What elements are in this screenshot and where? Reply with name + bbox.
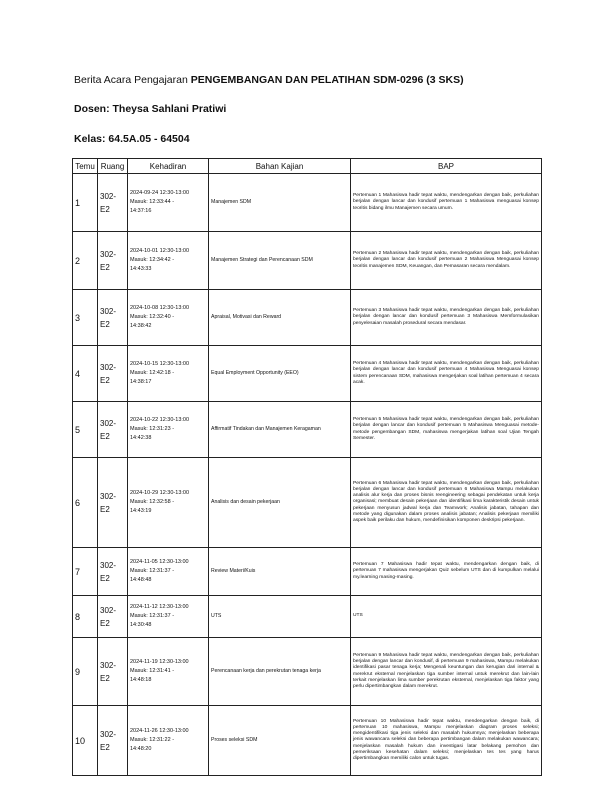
kehadiran-cell xyxy=(128,706,209,776)
temu-cell: 6 xyxy=(73,458,98,548)
bap-cell: Pertemuan 9 Mahasiswa hadir tepat waktu, mendengarkan dengan baik, perkuliahan berjalan dengan lancar dan kondusif, di pertemuan 9 mahasiswa, Mampu melakukan identifikasi pasar tenaga kerja; Mengenali keuntungan dan kerugian dari internal & merekrut eksternal menjelaskan tiga sumber internal untuk merekrut dan lain-lain terkait menjelaskan lima sumber perekrutan eksternal, menjelaskan tiga faktor yang perlu dipertimbangkan dalam merekrut. xyxy=(351,638,542,706)
kehadiran-cell xyxy=(128,638,209,706)
bap-cell: Pertemuan 1 Mahasiswa hadir tepat waktu, mendengarkan dengan baik, perkuliahan berjalan dengan lancar dan kondusif pertemuan 1 Mahasiswa menguasai konsep teoritis bidang ilmu Manajemen secara umum. xyxy=(351,174,542,232)
check-in-time: Masuk: 12:31:41 - xyxy=(130,668,175,674)
course-name: PENGEMBANGAN DAN PELATIHAN SDM-0296 (3 SKS) xyxy=(190,74,464,86)
schedule-time: 2024-11-26 12:30-13:00 xyxy=(130,728,189,734)
check-in-time: Masuk: 12:31:37 - xyxy=(130,568,175,574)
ruang-cell: 302-E2 xyxy=(98,346,128,402)
attendance-table xyxy=(72,158,542,776)
table-row xyxy=(73,174,542,232)
document-title xyxy=(74,74,464,86)
kehadiran-cell xyxy=(128,346,209,402)
bap-cell: Pertemuan 3 Mahasiswa hadir tepat waktu, mendengarkan dengan baik, perkuliahan berjalan dengan lancar dan kondusif pertemuan 3 Mahasiswa Memformulasikan penyelesaian masalah prosedural secara mendasar. xyxy=(351,290,542,346)
check-out-time: 14:37:16 xyxy=(130,208,152,214)
table-row xyxy=(73,232,542,290)
check-in-time: Masuk: 12:31:22 - xyxy=(130,737,175,743)
temu-cell: 7 xyxy=(73,548,98,596)
ruang-cell: 302-E2 xyxy=(98,174,128,232)
check-in-time: Masuk: 12:32:40 - xyxy=(130,314,175,320)
schedule-time: 2024-11-05 12:30-13:00 xyxy=(130,559,189,565)
bahan-kajian-cell: Review Materi/Kuis xyxy=(209,548,351,596)
kehadiran-cell xyxy=(128,596,209,638)
check-out-time: 14:43:19 xyxy=(130,508,152,514)
temu-cell: 5 xyxy=(73,402,98,458)
check-in-time: Masuk: 12:33:44 - xyxy=(130,199,175,205)
ruang-cell: 302-E2 xyxy=(98,458,128,548)
bap-cell: Pertemuan 7 Mahasiswa hadir tepat waktu, mendengarkan dengan baik, di pertemuan 7 mahasiswa mengerjakan Quiz sebelum UTS dan di kumpulkan melalui my.learning masing-masing. xyxy=(351,548,542,596)
header-ruang: Ruang xyxy=(98,159,128,174)
temu-cell: 8 xyxy=(73,596,98,638)
check-in-time: Masuk: 12:42:18 - xyxy=(130,370,175,376)
bahan-kajian-cell: Proses seleksi SDM xyxy=(209,706,351,776)
schedule-time: 2024-10-15 12:30-13:00 xyxy=(130,361,190,367)
check-out-time: 14:38:17 xyxy=(130,379,152,385)
table-row xyxy=(73,596,542,638)
header-temu: Temu xyxy=(73,159,98,174)
bahan-kajian-cell: UTS xyxy=(209,596,351,638)
bap-cell: Pertemuan 4 Mahasiswa hadir tepat waktu, mendengarkan dengan baik, perkuliahan berjalan dengan lancar dan kondusif pertemuan 4 Mahasiswa Menguasai konsep sistem perencanaan SDM, mahasiswa mengerjakan soal latihan pertemuan 4 secara acak. xyxy=(351,346,542,402)
table-row xyxy=(73,548,542,596)
bahan-kajian-cell: Apraisal, Motivasi dan Reward xyxy=(209,290,351,346)
schedule-time: 2024-10-22 12:30-13:00 xyxy=(130,417,190,423)
header-bahan-kajian: Bahan Kajian xyxy=(209,159,351,174)
check-out-time: 14:48:18 xyxy=(130,677,152,683)
class-code: Kelas: 64.5A.05 - 64504 xyxy=(74,133,190,145)
ruang-cell: 302-E2 xyxy=(98,596,128,638)
ruang-cell: 302-E2 xyxy=(98,548,128,596)
table-row xyxy=(73,638,542,706)
check-in-time: Masuk: 12:34:42 - xyxy=(130,257,175,263)
bahan-kajian-cell: Manajemen Strategi dan Perencanaan SDM xyxy=(209,232,351,290)
bap-cell: Pertemuan 6 Mahasiswa hadir tepat waktu, mendengarkan dengan baik, perkuliahan berjalan dengan lancar dan kondusif pertemuan 6 Mahasiswa Mampu melakukan analisis alur kerja dan proses bisnis reengineering sebagai pendekatan untuk kerja organisasi; membuat desain pekerjaan dan identifikasi lima karakteristik desain untuk pekerjaan menyusun jadwal kerja dan Teamwork; Analisis jabatan, tahapan dan metode yang digunakan dalam proses analisis jabatan; Analisis pekerjaan memiliki aspek baik perilaku dan hukum, mendefinisikan komponen deskripsi pekerjaan. xyxy=(351,458,542,548)
table-row xyxy=(73,402,542,458)
schedule-time: 2024-11-12 12:30-13:00 xyxy=(130,604,189,610)
check-out-time: 14:42:38 xyxy=(130,435,152,441)
check-out-time: 14:43:33 xyxy=(130,266,152,272)
table-row xyxy=(73,290,542,346)
bahan-kajian-cell: Affirmatif Tindakan dan Manajemen Keragaman xyxy=(209,402,351,458)
check-in-time: Masuk: 12:31:37 - xyxy=(130,613,175,619)
table-row xyxy=(73,458,542,548)
ruang-cell: 302-E2 xyxy=(98,638,128,706)
ruang-cell: 302-E2 xyxy=(98,706,128,776)
bahan-kajian-cell: Perencanaan kerja dan perekrutan tenaga kerja xyxy=(209,638,351,706)
ruang-cell: 302-E2 xyxy=(98,290,128,346)
kehadiran-cell xyxy=(128,548,209,596)
check-out-time: 14:48:20 xyxy=(130,746,152,752)
temu-cell: 4 xyxy=(73,346,98,402)
schedule-time: 2024-10-29 12:30-13:00 xyxy=(130,490,190,496)
bahan-kajian-cell: Analisis dan desain pekerjaan xyxy=(209,458,351,548)
schedule-time: 2024-10-01 12:30-13:00 xyxy=(130,248,190,254)
ruang-cell: 302-E2 xyxy=(98,402,128,458)
bap-cell: Pertemuan 2 Mahasiswa hadir tepat waktu, mendengarkan dengan baik, perkuliahan berjalan dengan lancar dan kondusif pertemuan 2 Mahasiswa Menguasai konsep teoritis manajemen SDM, Keuangan, dan Pemasaran secara mendalam. xyxy=(351,232,542,290)
title-prefix: Berita Acara Pengajaran xyxy=(74,74,188,86)
kehadiran-cell xyxy=(128,232,209,290)
table-row xyxy=(73,706,542,776)
bap-cell: Pertemuan 10 Mahasiswa hadir tepat waktu, mendengarkan dengan baik, di pertemuan 10 mahasiswa, Mampu menjelaskan diagram proses seleksi; mengidentifikasi tiga jenis seleksi dan masalah hukumnya; menjelaskan beberapa jenis wawancara seleksi dan beberapa pertimbangan dalam melakukan wawancara; menjelaskan masalah hukum dan investigasi latar belakang pemohon dan pemeriksaan kesehatan dalam seleksi; menjelaskan tes tes yang harus dipertimbangkan memiliki calon untuk tugas. xyxy=(351,706,542,776)
check-out-time: 14:30:48 xyxy=(130,622,152,628)
temu-cell: 2 xyxy=(73,232,98,290)
temu-cell: 9 xyxy=(73,638,98,706)
temu-cell: 3 xyxy=(73,290,98,346)
check-out-time: 14:48:48 xyxy=(130,577,152,583)
schedule-time: 2024-09-24 12:30-13:00 xyxy=(130,190,190,196)
table-row xyxy=(73,346,542,402)
kehadiran-cell xyxy=(128,402,209,458)
schedule-time: 2024-10-08 12:30-13:00 xyxy=(130,305,190,311)
header-bap: BAP xyxy=(351,159,542,174)
temu-cell: 10 xyxy=(73,706,98,776)
schedule-time: 2024-11-19 12:30-13:00 xyxy=(130,659,189,665)
kehadiran-cell xyxy=(128,458,209,548)
table-header-row xyxy=(73,159,542,174)
kehadiran-cell xyxy=(128,290,209,346)
bahan-kajian-cell: Equal Employment Opportunity (EEO) xyxy=(209,346,351,402)
bap-cell: Pertemuan 5 Mahasiswa hadir tepat waktu, mendengarkan dengan baik, perkuliahan berjalan dengan lancar dan kondusif pertemuan 5 Mahasiswa Menguasai metode-metode pengembangan SDM, mahasiswa mengerjakan latihan soal Ujian Tengah Semester. xyxy=(351,402,542,458)
check-out-time: 14:38:42 xyxy=(130,323,152,329)
ruang-cell: 302-E2 xyxy=(98,232,128,290)
lecturer-name: Dosen: Theysa Sahlani Pratiwi xyxy=(74,103,227,115)
check-in-time: Masuk: 12:32:58 - xyxy=(130,499,175,505)
check-in-time: Masuk: 12:31:23 - xyxy=(130,426,175,432)
temu-cell: 1 xyxy=(73,174,98,232)
bahan-kajian-cell: Manajemen SDM xyxy=(209,174,351,232)
header-kehadiran: Kehadiran xyxy=(128,159,209,174)
kehadiran-cell xyxy=(128,174,209,232)
bap-cell: UTS xyxy=(351,596,542,638)
